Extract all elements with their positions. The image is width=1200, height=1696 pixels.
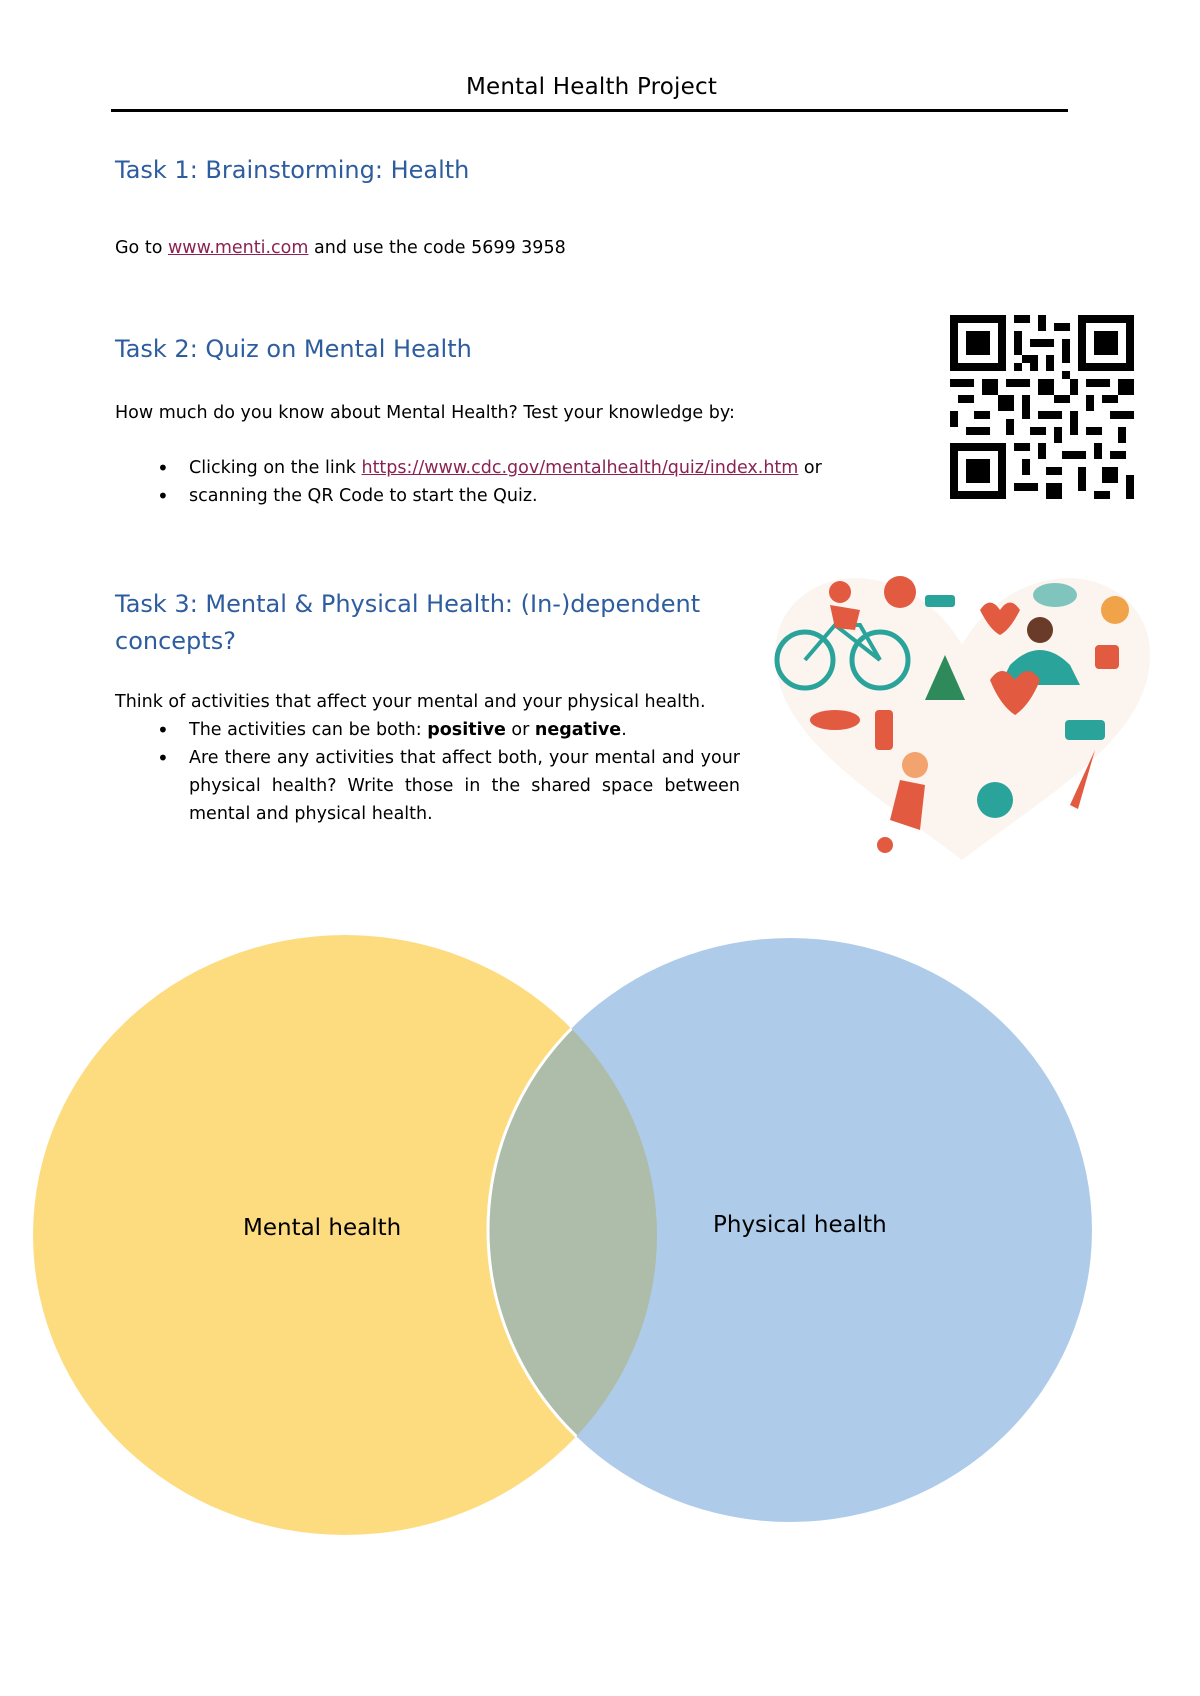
venn-label-physical: Physical health (713, 1212, 887, 1238)
runner-icon (902, 752, 928, 778)
menti-link[interactable]: www.menti.com (167, 238, 309, 258)
task2-bullet1-suffix: or (798, 458, 822, 478)
qr-code-icon (950, 315, 1134, 499)
task1-instruction (115, 234, 566, 262)
task2-heading: Task 2: Quiz on Mental Health (115, 335, 472, 363)
title-divider (111, 109, 1068, 112)
task1-instruction-middle: and use the code (308, 238, 472, 258)
salad-icon (977, 782, 1013, 818)
task2-bullet-link (115, 454, 915, 482)
negative-label: negative (534, 720, 622, 740)
task2-intro: How much do you know about Mental Health? Test your knowledge by: (115, 403, 735, 423)
cloud-icon (1033, 583, 1077, 607)
task1-instruction-prefix: Go to (115, 238, 168, 258)
mug-icon (1095, 645, 1119, 669)
menti-code: 5699 3958 (471, 238, 566, 258)
basketball-icon (884, 576, 916, 608)
dumbbell-icon (925, 595, 955, 607)
flower-icon (877, 837, 893, 853)
task3-bullet1-prefix: The activities can be both: (189, 720, 428, 740)
cdc-quiz-link[interactable]: https://www.cdc.gov/mentalhealth/quiz/index.htm (361, 458, 799, 478)
shoe-icon (810, 710, 860, 730)
scale-icon (1065, 720, 1105, 740)
task3-bullet-types (115, 716, 740, 744)
juice-icon (875, 710, 893, 750)
page-title: Mental Health Project (465, 74, 718, 100)
task3-bullets (115, 716, 740, 828)
task2-bullet-qr: • scanning the QR Code to start the Quiz. (115, 482, 915, 510)
sun-icon (1101, 596, 1129, 624)
task3-bullet1-mid: or (505, 720, 535, 740)
task3-heading: Task 3: Mental & Physical Health: (In-)dependent concepts? (115, 590, 701, 655)
venn-diagram (0, 930, 1200, 1570)
meditation-person-icon (1027, 617, 1053, 643)
positive-label: positive (427, 720, 506, 740)
task2-bullets (115, 454, 915, 510)
task3-bullet1-suffix: . (621, 720, 627, 740)
venn-label-mental: Mental health (243, 1215, 402, 1241)
health-heart-illustration (765, 570, 1160, 870)
task3-intro: Think of activities that affect your mental and your physical health. (115, 692, 706, 712)
task3-bullet-shared: • Are there any activities that affect both, your mental and your physical health? Write those in the shared space between mental and physical health. (115, 744, 740, 828)
task1-heading: Task 1: Brainstorming: Health (115, 156, 470, 184)
task2-bullet1-prefix: Clicking on the link (189, 458, 362, 478)
